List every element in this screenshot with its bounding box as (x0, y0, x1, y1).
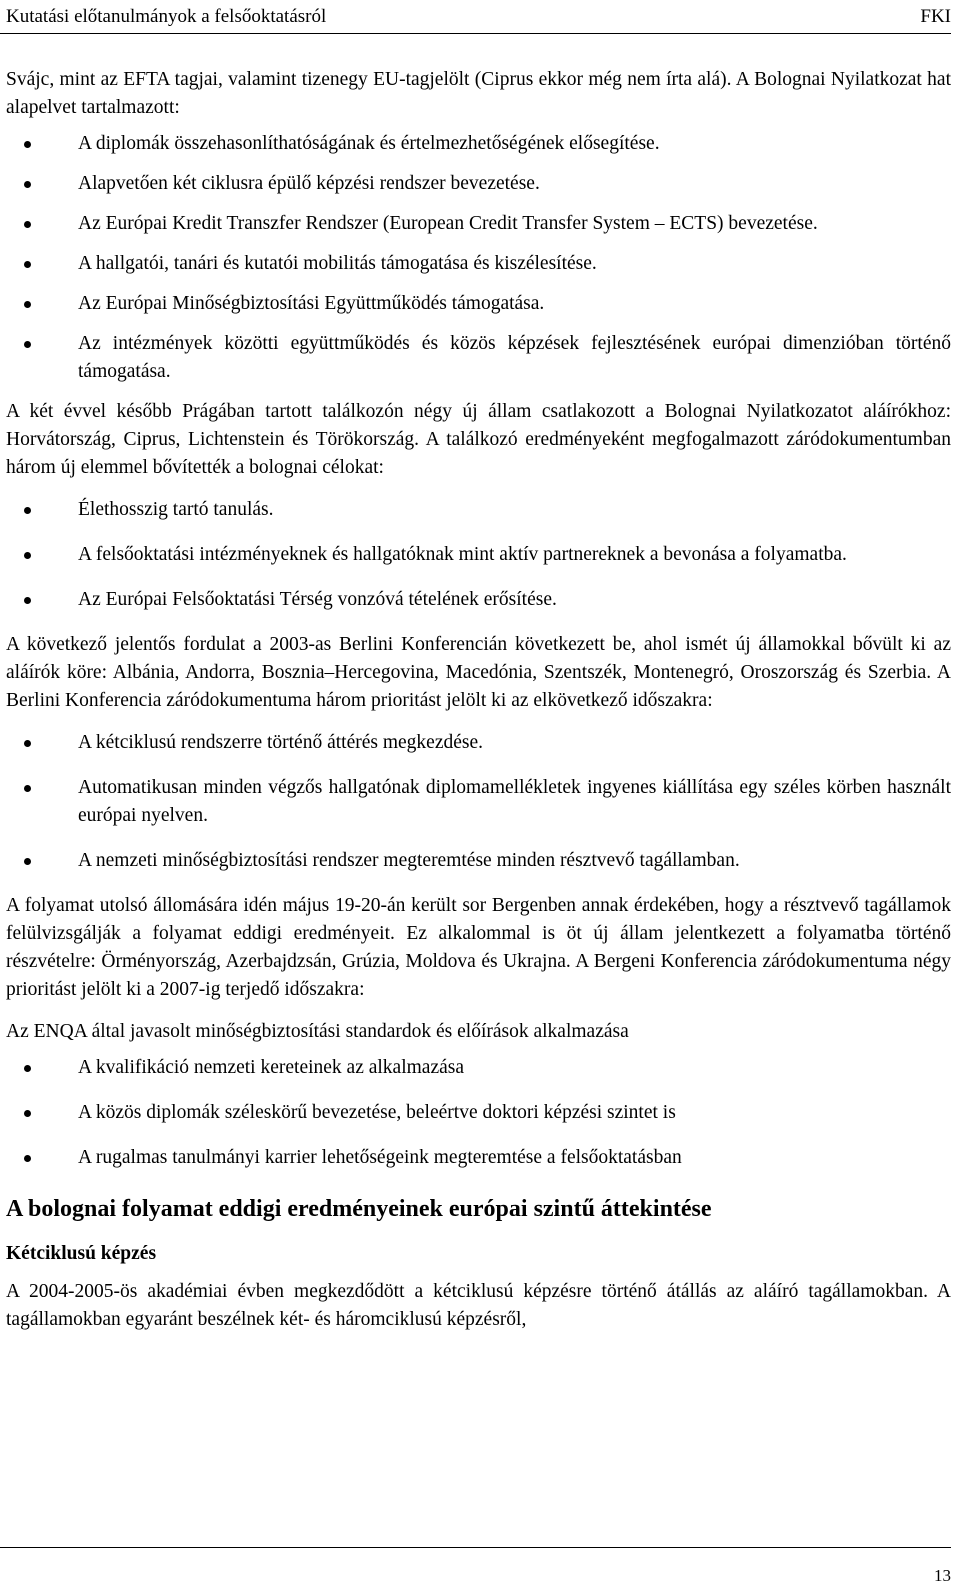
list-item: A kétciklusú rendszerre történő áttérés megkezdése. (6, 729, 951, 757)
section-heading: A bolognai folyamat eddigi eredményeinek európai szintű áttekintése (6, 1196, 712, 1222)
bullet-icon (24, 1110, 31, 1117)
list-item: Az Európai Minőségbiztosítási Együttműködés támogatása. (6, 290, 951, 318)
list-item: A közös diplomák széleskörű bevezetése, beleértve doktori képzési szintet is (6, 1099, 951, 1127)
bergen-lead-line: Az ENQA által javasolt minőségbiztosítási standardok és előírások alkalmazása (6, 1021, 629, 1042)
document-body (6, 66, 951, 1348)
bergen-paragraph: A folyamat utolsó állomására idén május 19-20-án került sor Bergenben annak érdekében, hogy a résztvevő tagállamok felülvizsgálják a folyamat eddigi eredményeit. Ez alkalommal is öt új állam jelentkezett a folyamatba történő részvételre: Örményország, Azerbajdzsán, Grúzia, Moldova és Ukrajna. A Bergeni Konferencia záródokumentuma négy prioritást jelölt ki a 2007-ig terjedő időszakra: (6, 895, 951, 1000)
bullet-icon (24, 858, 31, 865)
running-title: Kutatási előtanulmányok a felsőoktatásról (6, 6, 327, 27)
list-item: A diplomák összehasonlíthatóságának és értelmezhetőségének elősegítése. (6, 130, 951, 158)
subsection-heading: Kétciklusú képzés (6, 1243, 157, 1264)
bullet-icon (24, 221, 31, 228)
bullet-icon (24, 261, 31, 268)
list-item: A kvalifikáció nemzeti kereteinek az alkalmazása (6, 1054, 951, 1082)
two-cycle-paragraph: A 2004-2005-ös akadémiai évben megkezdődött a kétciklusú képzésre történő átállás az aláíró tagállamokban. A tagállamokban egyaránt beszélnek két- és háromciklusú képzésről, (6, 1281, 951, 1330)
prague-goals-list (6, 496, 951, 614)
list-item: A rugalmas tanulmányi karrier lehetőségeink megteremtése a felsőoktatásban (6, 1144, 951, 1172)
bullet-icon (24, 597, 31, 604)
bullet-icon (24, 1065, 31, 1072)
list-item: Az Európai Kredit Transzfer Rendszer (European Credit Transfer System – ECTS) bevezetése. (6, 210, 951, 238)
bologna-principles-list (6, 130, 951, 386)
bullet-icon (24, 552, 31, 559)
bullet-icon (24, 301, 31, 308)
list-item: A felsőoktatási intézményeknek és hallgatóknak mint aktív partnereknek a bevonása a folyamatba. (6, 541, 951, 569)
list-item: Az Európai Felsőoktatási Térség vonzóvá tételének erősítése. (6, 586, 951, 614)
list-item: Automatikusan minden végzős hallgatónak diplomamellékletek ingyenes kiállítása egy széles körben használt európai nyelven. (6, 774, 951, 830)
list-item: Az intézmények közötti együttműködés és közös képzések fejlesztésének európai dimenzióban történő támogatása. (6, 330, 951, 386)
intro-paragraph: Svájc, mint az EFTA tagjai, valamint tizenegy EU-tagjelölt (Ciprus ekkor még nem írta alá). A Bolognai Nyilatkozat hat alapelvet tartalmazott: (6, 69, 951, 118)
list-item: Alapvetően két ciklusra épülő képzési rendszer bevezetése. (6, 170, 951, 198)
page-header (0, 4, 951, 30)
bullet-icon (24, 1155, 31, 1162)
prague-paragraph: A két évvel később Prágában tartott találkozón négy új állam csatlakozott a Bolognai Nyilatkozatot aláírókhoz: Horvátország, Ciprus, Lichtenstein és Törökország. A találkozó eredményeként megfogalmazott záródokumentumban három új elemmel bővítették a bolognai célokat: (6, 401, 951, 478)
bullet-icon (24, 181, 31, 188)
bullet-icon (24, 507, 31, 514)
list-item: Élethosszig tartó tanulás. (6, 496, 951, 524)
list-item: A hallgatói, tanári és kutatói mobilitás támogatása és kiszélesítése. (6, 250, 951, 278)
running-org: FKI (920, 6, 951, 27)
bullet-icon (24, 141, 31, 148)
header-divider (0, 33, 951, 34)
footer-divider (0, 1547, 951, 1548)
berlin-priorities-list (6, 729, 951, 875)
bergen-priorities-list (6, 1054, 951, 1172)
page-number: 13 (934, 1566, 951, 1585)
berlin-paragraph: A következő jelentős fordulat a 2003-as Berlini Konferencián következett be, ahol ismét új államokkal bővült ki az aláírók köre: Albánia, Andorra, Bosznia–Hercegovina, Macedónia, Szentszék, Montenegró, Oroszország és Szerbia. A Berlini Konferencia záródokumentuma három prioritást jelölt ki az elkövetkező időszakra: (6, 634, 951, 711)
list-item: A nemzeti minőségbiztosítási rendszer megteremtése minden résztvevő tagállamban. (6, 847, 951, 875)
bullet-icon (24, 341, 31, 348)
bullet-icon (24, 785, 31, 792)
bullet-icon (24, 740, 31, 747)
